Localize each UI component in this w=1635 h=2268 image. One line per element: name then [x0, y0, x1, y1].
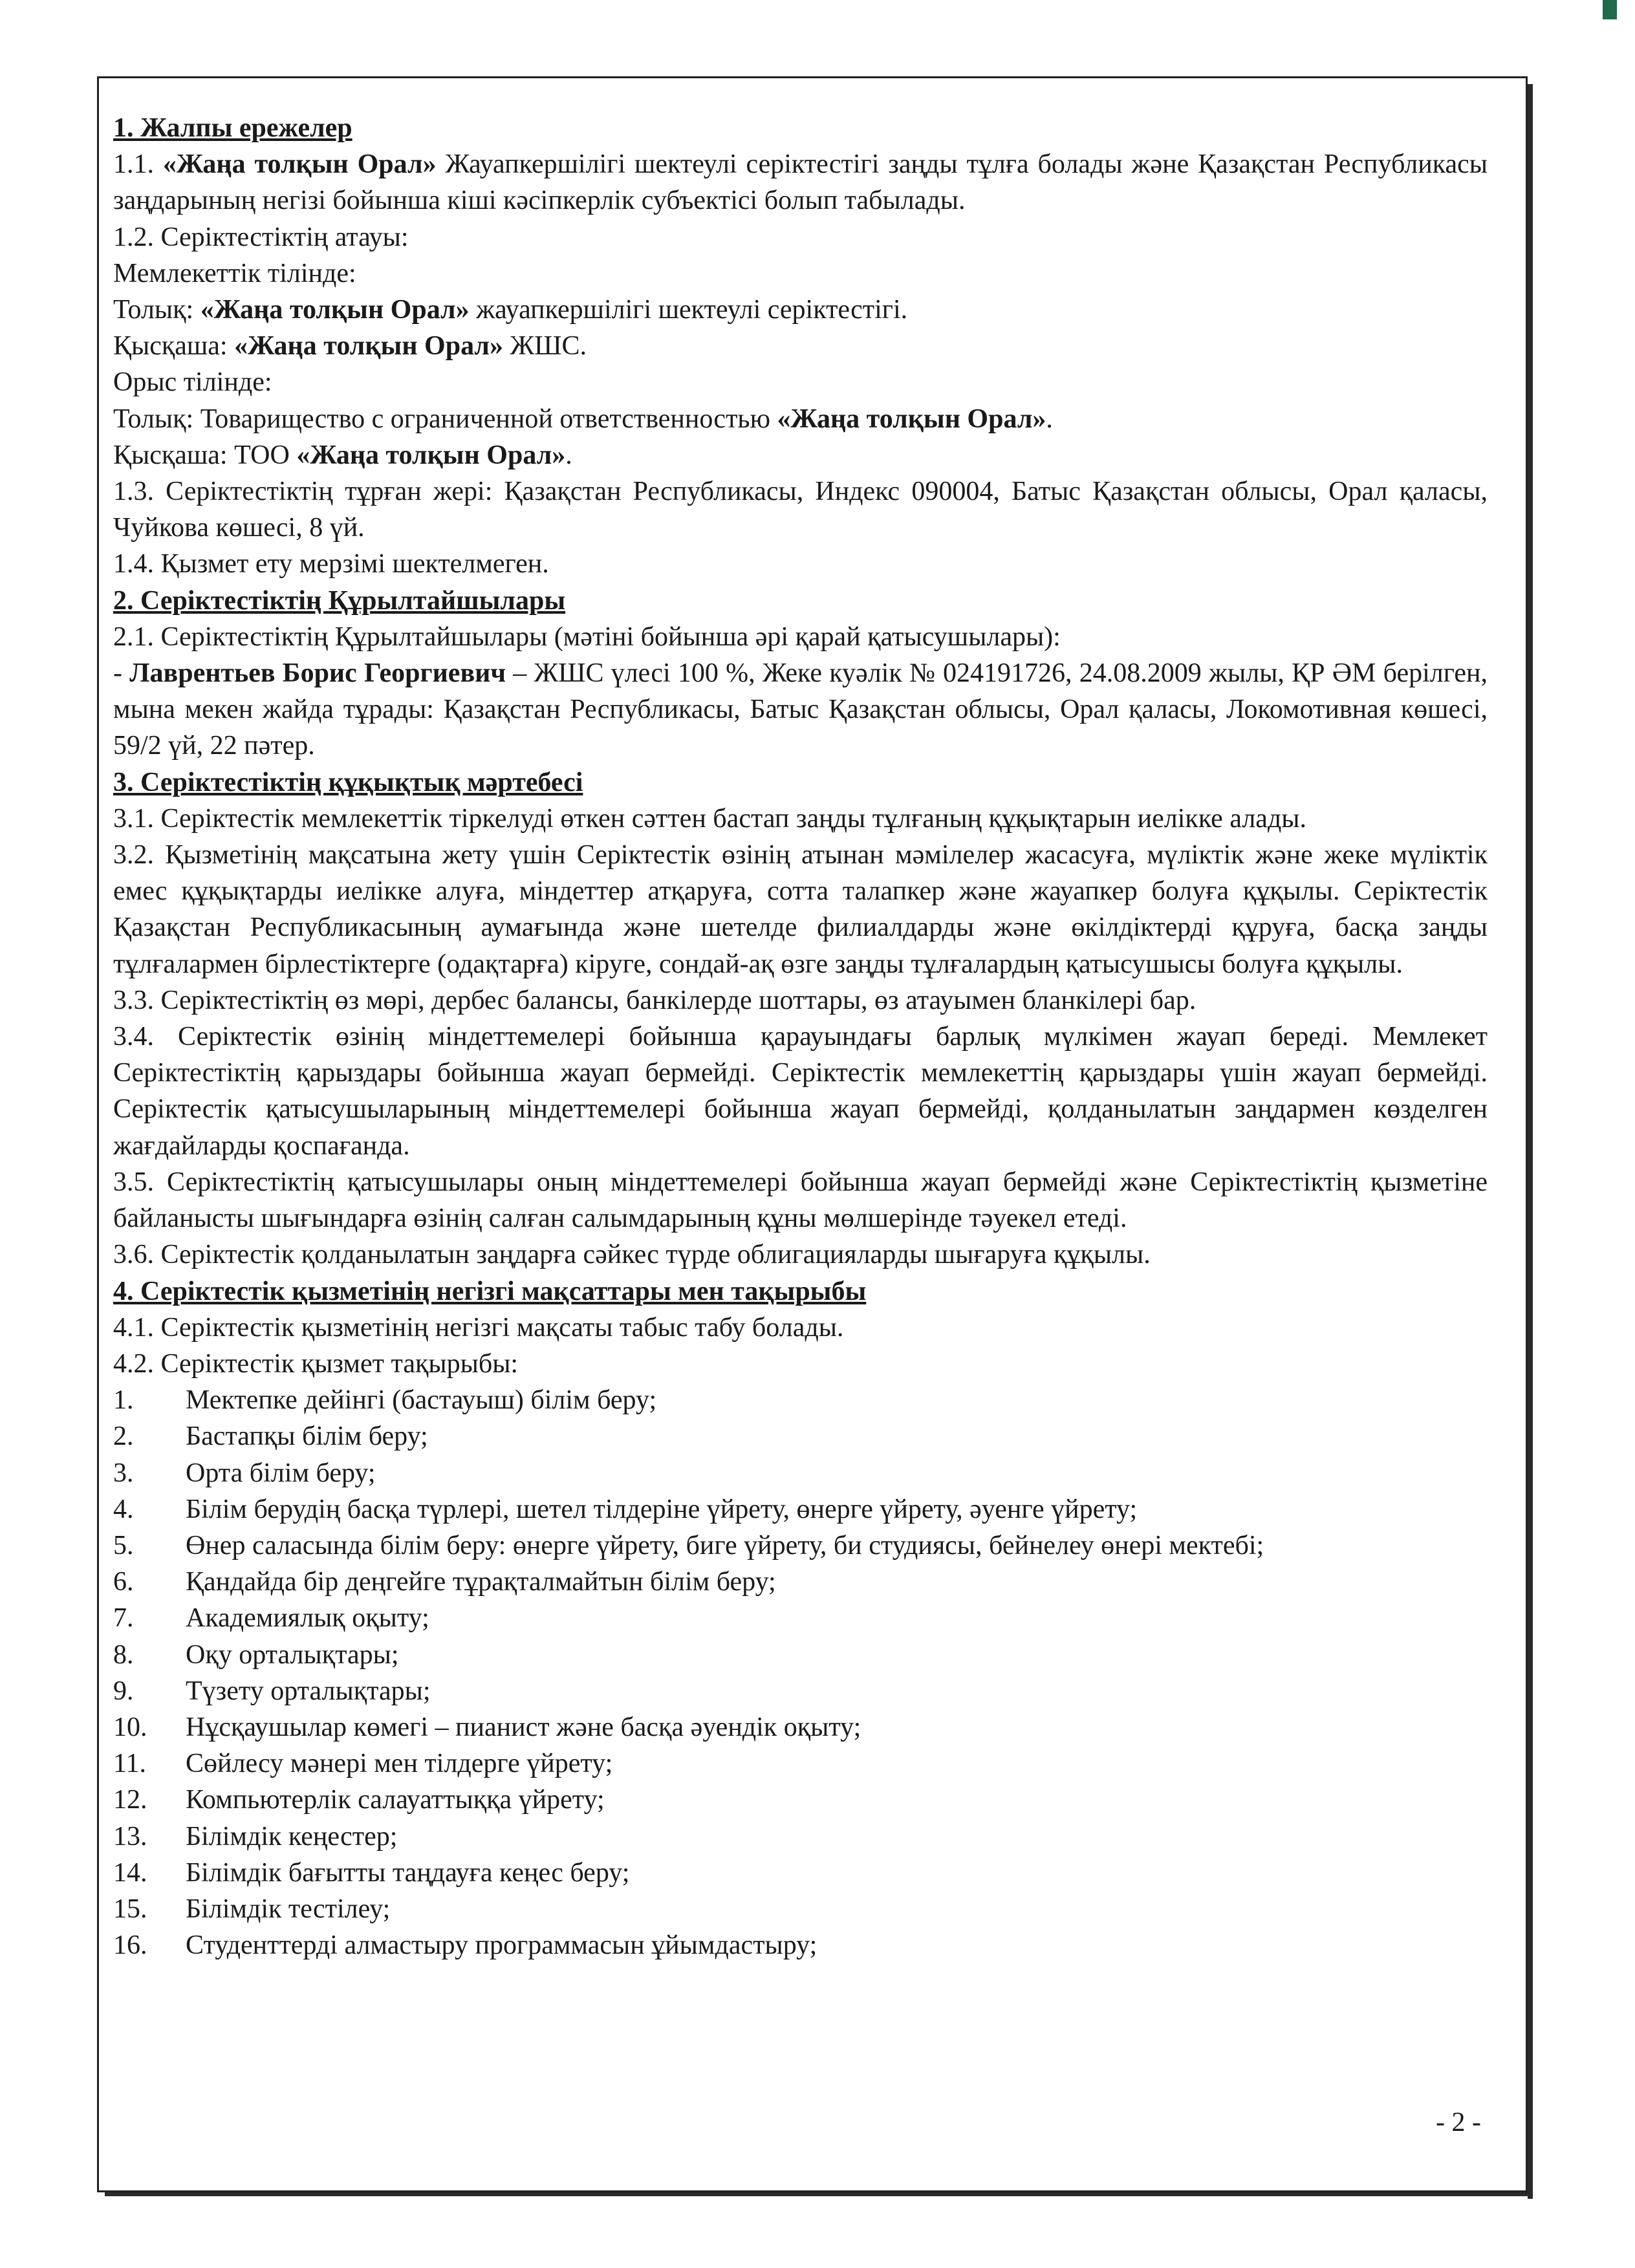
list-item-text: Орта білім беру;	[186, 1458, 376, 1488]
list-item	[113, 1600, 1488, 1636]
section-4-heading: 4. Серіктестік қызметінің негізгі мақсаттары мен тақырыбы	[113, 1276, 867, 1306]
founder-details: – ЖШС үлесі 100 %, Жеке куәлік № 024191726, 24.08.2009 жылы, ҚР ӘМ берілген, мына мекен жайда тұрады: Қазақстан Республикасы, Батыс Қазақстан облысы, Орал қаласы, Локомотивная көшесі, 59/2 үй, 22 пәтер.	[113, 658, 1488, 761]
full-name-ru	[113, 401, 1488, 437]
list-item-number: 1.	[113, 1385, 134, 1416]
state-language-label: Мемлекеттік тілінде:	[113, 258, 356, 288]
paragraph-3-5: 3.5. Серіктестіктің қатысушылары оның міндеттемелері бойынша жауап бермейді және Серіктестіктің қызметіне байланысты шығындарға өзінің салған салымдарының құны мөлшерінде тәуекел етеді.	[113, 1167, 1488, 1234]
list-item	[113, 1673, 1488, 1709]
list-item-number: 13.	[113, 1821, 147, 1852]
company-name: «Жаңа толқын Орал»	[777, 404, 1046, 434]
short-name-ru	[113, 437, 1488, 473]
paragraph-4-1: 4.1. Серіктестік қызметінің негізгі мақсаты табыс табу болады.	[113, 1312, 844, 1343]
short-name-kz-rest: ЖШС.	[503, 331, 587, 362]
list-item-text: Білімдік тестілеу;	[186, 1894, 391, 1924]
paragraph-3-1: 3.1. Серіктестік мемлекеттік тіркелуді өткен сәттен бастап заңды тұлғаның құқықтарын иелікке алады.	[113, 803, 1307, 834]
paragraph-1-1	[113, 146, 1488, 219]
list-item-number: 10.	[113, 1712, 147, 1742]
list-item-number: 16.	[113, 1930, 147, 1961]
list-item-number: 9.	[113, 1676, 134, 1706]
corner-mark	[1603, 0, 1617, 19]
list-item-text: Білім берудің басқа түрлері, шетел тілдеріне үйрету, өнерге үйрету, әуенге үйрету;	[186, 1494, 1138, 1524]
list-item-number: 11.	[113, 1749, 146, 1779]
founder-name: Лаврентьев Борис Георгиевич	[129, 658, 506, 689]
list-item-number: 14.	[113, 1857, 147, 1888]
paragraph-2-1: 2.1. Серіктестіктің Құрылтайшылары (мәтіні бойынша әрі қарай қатысушылары):	[113, 621, 1061, 652]
paragraph-1-3: 1.3. Серіктестіктің тұрған жері: Қазақстан Республикасы, Индекс 090004, Батыс Қазақстан облысы, Орал қаласы, Чуйкова көшесі, 8 үй.	[113, 477, 1488, 543]
list-item-text: Академиялық оқыту;	[186, 1603, 429, 1634]
paragraph-1-1-rest: Жауапкершілігі шектеулі серіктестігі заңды тұлға болады және Қазақстан Республикасы заңдарының негізі бойынша кіші кәсіпкерлік субъектісі болып табылады.	[113, 149, 1488, 216]
list-item	[113, 1709, 1488, 1745]
russian-language-label: Орыс тілінде:	[113, 367, 272, 398]
section-1-heading: 1. Жалпы ережелер	[113, 113, 352, 143]
full-name-ru-rest: .	[1046, 404, 1053, 434]
list-item-text: Өнер саласында білім беру: өнерге үйрету, биге үйрету, би студиясы, бейнелеу өнері мектебі;	[186, 1530, 1264, 1561]
founder-entry	[113, 655, 1488, 764]
list-item	[113, 1891, 1488, 1927]
frame-shadow-right	[1528, 84, 1533, 2199]
company-name: «Жаңа толқын Орал»	[234, 331, 503, 362]
list-item-number: 12.	[113, 1785, 147, 1815]
short-name-ru-lead: Қысқаша: ТОО	[113, 440, 297, 470]
list-item-number: 2.	[113, 1421, 134, 1452]
list-item	[113, 1745, 1488, 1782]
section-3-heading: 3. Серіктестіктің құқықтық мәртебесі	[113, 767, 583, 797]
paragraph-3-6: 3.6. Серіктестік қолданылатын заңдарға сәйкес түрде облигацияларды шығаруға құқылы.	[113, 1240, 1151, 1270]
list-item	[113, 1418, 1488, 1454]
page-number: - 2 -	[1436, 2108, 1481, 2137]
list-item-number: 8.	[113, 1639, 134, 1670]
list-item	[113, 1782, 1488, 1818]
list-item-text: Білімдік бағытты таңдауға кеңес беру;	[186, 1857, 630, 1888]
full-name-ru-lead: Толық: Товарищество с ограниченной ответственностью	[113, 404, 777, 434]
list-item	[113, 1564, 1488, 1600]
list-item-text: Түзету орталықтары;	[186, 1676, 431, 1706]
list-item-text: Сөйлесу мәнері мен тілдерге үйрету;	[186, 1749, 613, 1779]
company-name: «Жаңа толқын Орал»	[162, 149, 437, 180]
list-item-number: 5.	[113, 1530, 134, 1561]
list-item	[113, 1382, 1488, 1418]
founder-lead: -	[113, 658, 130, 689]
list-item-text: Мектепке дейінгі (бастауыш) білім беру;	[186, 1385, 657, 1416]
list-item-number: 15.	[113, 1894, 147, 1924]
frame-shadow-bottom	[105, 2192, 1533, 2196]
list-item	[113, 1637, 1488, 1673]
full-name-kz	[113, 292, 1488, 328]
paragraph-4-2: 4.2. Серіктестік қызмет тақырыбы:	[113, 1348, 519, 1379]
list-item	[113, 1819, 1488, 1855]
paragraph-1-2: 1.2. Серіктестіктің атауы:	[113, 222, 409, 252]
full-name-kz-lead: Толық:	[113, 295, 200, 325]
list-item-number: 3.	[113, 1458, 134, 1488]
list-item-text: Білімдік кеңестер;	[186, 1821, 398, 1852]
full-name-kz-rest: жауапкершілігі шектеулі серіктестігі.	[469, 295, 908, 325]
short-name-ru-rest: .	[565, 440, 572, 470]
company-name: «Жаңа толқын Орал»	[200, 295, 470, 325]
list-item	[113, 1528, 1488, 1564]
section-2-heading: 2. Серіктестіктің Құрылтайшылары	[113, 585, 566, 616]
list-item	[113, 1855, 1488, 1891]
company-name: «Жаңа толқын Орал»	[296, 440, 566, 470]
paragraph-3-3: 3.3. Серіктестіктің өз мөрі, дербес балансы, банкілерде шоттары, өз атауымен бланкілері бар.	[113, 985, 1196, 1015]
paragraph-1-4: 1.4. Қызмет ету мерзімі шектелмеген.	[113, 549, 549, 579]
list-item	[113, 1491, 1488, 1528]
paragraph-3-4: 3.4. Серіктестік өзінің міндеттемелері бойынша қарауындағы барлық мүлкімен жауап береді. Мемлекет Серіктестіктің қарыздары бойынша жауап бермейді. Серіктестік мемлекеттің қарыздары үшін жауап бермейді. Серіктестік қатысушыларының міндеттемелері бойынша жауап бермейді, қолданылатын заңдармен көзделген жағдайларды қоспағанда.	[113, 1022, 1488, 1161]
list-item-text: Компьютерлік салауаттыққа үйрету;	[186, 1785, 605, 1815]
list-item	[113, 1927, 1488, 1963]
list-item	[113, 1455, 1488, 1491]
list-item-text: Нұсқаушылар көмегі – пианист және басқа әуендік оқыту;	[186, 1712, 861, 1742]
short-name-kz	[113, 328, 1488, 364]
list-item-number: 7.	[113, 1603, 134, 1634]
list-item-text: Студенттерді алмастыру программасын ұйымдастыру;	[186, 1930, 817, 1961]
paragraph-3-2: 3.2. Қызметінің мақсатына жету үшін Серіктестік өзінің атынан мәмілелер жасасуға, мүліктік және жеке мүліктік емес құқықтарды иелікке алуға, міндеттер атқаруға, сотта талапкер және жауапкер болуға құқылы. Серіктестік Қазақстан Республикасының аумағында және шетелде филиалдарды және өкілдіктерді құруға, басқа заңды тұлғалармен бірлестіктерге (одақтарға) кіруге, сондай-ақ өзге заңды тұлғалардың қатысушысы болуға құқылы.	[113, 840, 1488, 979]
list-item-text: Бастапқы білім беру;	[186, 1421, 428, 1452]
list-item-number: 6.	[113, 1567, 134, 1597]
list-item-number: 4.	[113, 1494, 134, 1524]
paragraph-1-1-lead: 1.1.	[113, 149, 163, 180]
document-body	[113, 110, 1488, 1963]
list-item-text: Оқу орталықтары;	[186, 1639, 399, 1670]
short-name-kz-lead: Қысқаша:	[113, 331, 235, 362]
list-item-text: Қандайда бір деңгейге тұрақталмайтын білім беру;	[186, 1567, 776, 1597]
